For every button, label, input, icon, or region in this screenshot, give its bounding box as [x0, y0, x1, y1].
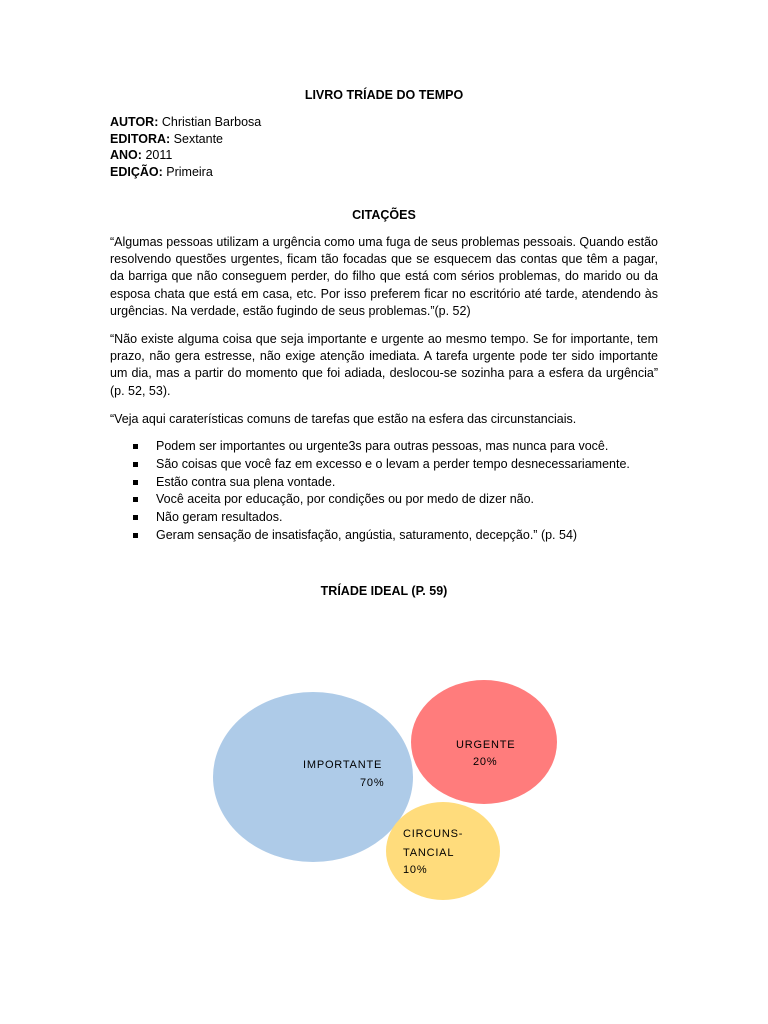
- meta-author-label: AUTOR:: [110, 115, 159, 129]
- list-item: Você aceita por educação, por condições ou por medo de dizer não.: [110, 491, 670, 509]
- meta-edition-label: EDIÇÃO:: [110, 164, 163, 179]
- list-item: Estão contra sua plena vontade.: [110, 474, 670, 492]
- meta-publisher-value: Sextante: [173, 131, 224, 146]
- quotes-heading: CITAÇÕES: [352, 208, 416, 222]
- meta-author-value: Christian Barbosa: [161, 115, 262, 129]
- bubble-value-circumstantial: 10%: [403, 864, 428, 876]
- bubble-label-circumstantial-line-2: TANCIAL: [403, 847, 455, 859]
- quote-paragraph-1: “Algumas pessoas utilizam a urgência como uma fuga de seus problemas pessoais. Quando estão resolvendo questões urgentes, ficam tão focadas que se esquecem das contas que têm a pagar, da barriga que não conseguem perder, do filho que está com sérios problemas, do marido ou da esposa chata que está em casa, etc. Por isso preferem ficar no escritório até tarde, atendendo às urgências. Na verdade, estão fugindo de seus problemas.”(p. 52): [110, 235, 658, 318]
- list-item: Não geram resultados.: [110, 509, 670, 527]
- quote-paragraph-2: “Não existe alguma coisa que seja importante e urgente ao mesmo tempo. Se for importante, tem prazo, não gera estresse, não exige atenção imediata. A tarefa urgente pode ter sido importante um dia, mas a partir do momento que foi adiada, deslocou-se sozinha para a esfera da urgência” (p. 52, 53).: [110, 332, 658, 398]
- list-item: Geram sensação de insatisfação, angústia, saturamento, decepção.” (p. 54): [110, 527, 670, 545]
- bubble-value-urgent: 20%: [473, 756, 498, 768]
- bubble-value-important: 70%: [360, 777, 385, 789]
- meta-publisher-label: EDITORA:: [110, 131, 171, 146]
- meta-year-label: ANO:: [110, 148, 142, 162]
- bubble-label-important: IMPORTANTE: [303, 759, 383, 771]
- quote-paragraph-3: “Veja aqui caraterísticas comuns de tarefas que estão na esfera das circunstanciais.: [110, 412, 577, 426]
- bubble-label-urgent: URGENTE: [456, 739, 516, 751]
- list-item: São coisas que você faz em excesso e o levam a perder tempo desnecessariamente.: [110, 456, 670, 474]
- bubble-label-circumstantial-line-1: CIRCUNS-: [403, 828, 464, 840]
- book-title: LIVRO TRÍADE DO TEMPO: [304, 88, 464, 102]
- meta-year-value: 2011: [145, 148, 173, 162]
- list-item: Podem ser importantes ou urgente3s para outras pessoas, mas nunca para você.: [110, 438, 670, 456]
- diagram-heading: TRÍADE IDEAL (P. 59): [320, 584, 448, 598]
- meta-edition-value: Primeira: [166, 164, 213, 179]
